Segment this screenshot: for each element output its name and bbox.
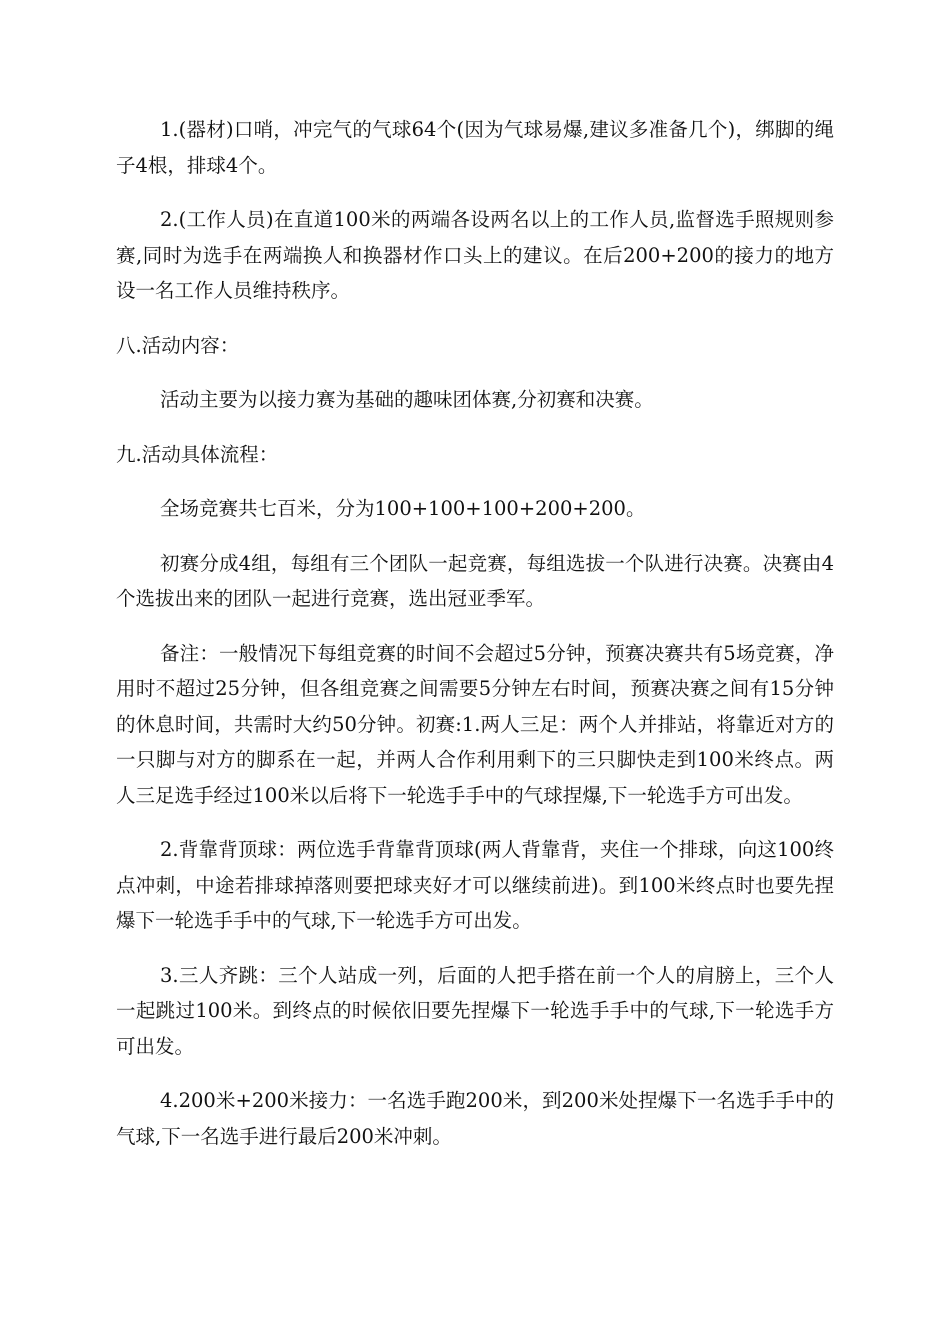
paragraph-relay-200: 4.200米+200米接力：一名选手跑200米，到200米处捏爆下一名选手手中的气球,下一名选手进行最后200米冲刺。 xyxy=(116,1089,834,1148)
section-heading-activity-content: 八.活动内容： xyxy=(116,333,240,357)
paragraph-preliminary-groups: 初赛分成4组，每组有三个团队一起竞赛，每组选拔一个队进行决赛。决赛由4个选拔出来的团队一起进行竞赛，选出冠亚季军。 xyxy=(116,551,834,610)
paragraph-equipment: 1.(器材)口哨，冲完气的气球64个(因为气球易爆,建议多准备几个)，绑脚的绳子4根，排球4个。 xyxy=(116,118,834,177)
paragraph-remarks-three-legged: 备注：一般情况下每组竞赛的时间不会超过5分钟，预赛决赛共有5场竞赛，净用时不超过25分钟，但各组竞赛之间需要5分钟左右时间，预赛决赛之间有15分钟的休息时间，共需时大约50分钟。初赛:1.两人三足：两个人并排站，将靠近对方的一只脚与对方的脚系在一起，并两人合作利用剩下的三只脚快走到100米终点。两人三足选手经过100米以后将下一轮选手手中的气球捏爆,下一轮选手方可出发。 xyxy=(116,641,834,807)
paragraph-staff: 2.(工作人员)在直道100米的两端各设两名以上的工作人员,监督选手照规则参赛,同时为选手在两端换人和换器材作口头上的建议。在后200+200的接力的地方设一名工作人员维持秩序。 xyxy=(116,208,834,302)
paragraph-total-distance: 全场竞赛共七百米，分为100+100+100+200+200。 xyxy=(160,497,646,520)
document-page xyxy=(116,112,834,1173)
paragraph-activity-content: 活动主要为以接力赛为基础的趣味团体赛,分初赛和决赛。 xyxy=(160,388,654,411)
paragraph-back-to-back-ball: 2.背靠背顶球：两位选手背靠背顶球(两人背靠背，夹住一个排球，向这100终点冲刺，中途若排球掉落则要把球夹好才可以继续前进)。到100米终点时也要先捏爆下一轮选手手中的气球,下一轮选手方可出发。 xyxy=(116,838,834,932)
section-heading-activity-flow: 九.活动具体流程： xyxy=(116,442,279,466)
paragraph-three-person-jump: 3.三人齐跳：三个人站成一列，后面的人把手搭在前一个人的肩膀上，三个人一起跳过100米。到终点的时候依旧要先捏爆下一轮选手手中的气球,下一轮选手方可出发。 xyxy=(116,963,834,1058)
